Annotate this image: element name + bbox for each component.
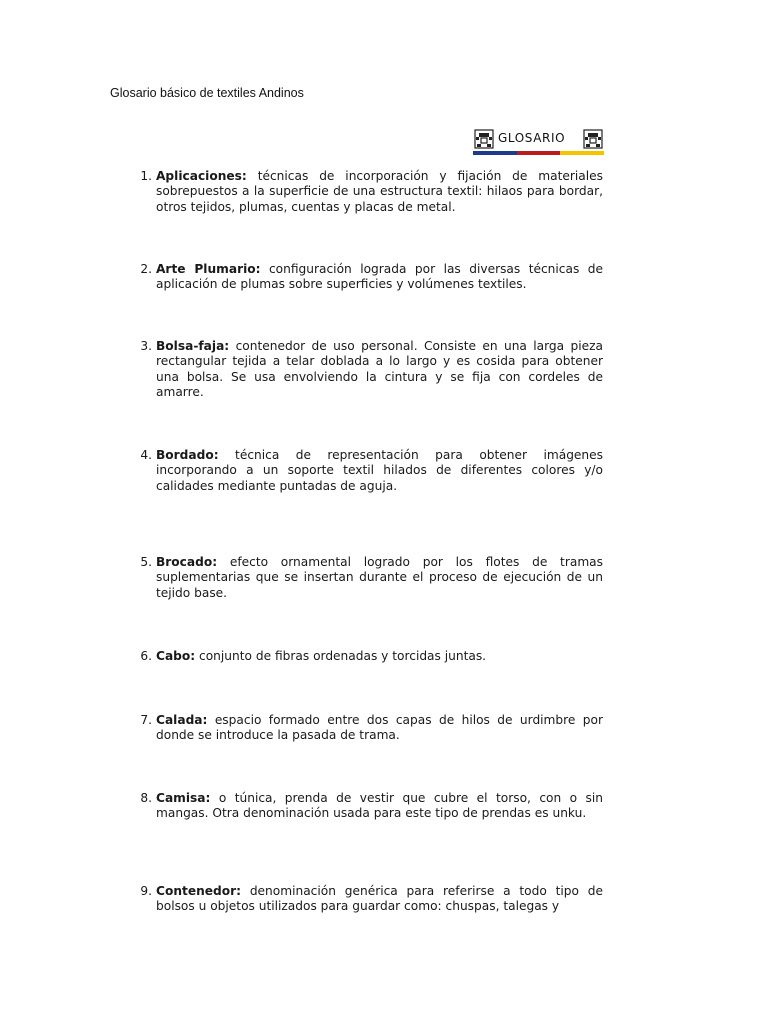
glossary-item (140, 169, 604, 215)
item-definition: conjunto de fibras ordenadas y torcidas juntas. (199, 649, 487, 663)
item-definition: configuración lograda por las diversas técnicas de aplicación de plumas sobre superficies y volúmenes textiles. (156, 262, 603, 292)
glossary-item (140, 713, 604, 744)
item-term: Aplicaciones: (156, 169, 247, 183)
stripe-blue (473, 151, 517, 155)
glossary-item (140, 555, 604, 601)
glossary-item (140, 791, 604, 822)
item-number: 9. (140, 884, 152, 898)
item-term: Brocado: (156, 555, 218, 569)
item-number: 8. (140, 791, 152, 805)
glosario-badge (473, 126, 604, 155)
item-definition: contenedor de uso personal. Consiste en una larga pieza rectangular tejida a telar doblada a lo largo y es cosida para obtener una bolsa. Se usa envolviendo la cintura y se fija con cordeles de amarre. (156, 339, 603, 400)
item-definition: técnica de representación para obtener imágenes incorporando a un soporte textil hilados de diferentes colores y/o calidades mediante puntadas de aguja. (156, 448, 603, 493)
color-stripe (473, 151, 604, 155)
item-definition: espacio formado entre dos capas de hilos de urdimbre por donde se introduce la pasada de trama. (156, 713, 604, 743)
document-title: Glosario básico de textiles Andinos (110, 86, 304, 100)
item-definition: o túnica, prenda de vestir que cubre el torso, con o sin mangas. Otra denominación usada para este tipo de prendas es unku. (156, 791, 604, 821)
badge-label: GLOSARIO (498, 131, 566, 145)
stripe-yellow (560, 151, 604, 155)
item-definition: denominación genérica para referirse a todo tipo de bolsos u objetos utilizados para guardar como: chuspas, talegas y (156, 884, 603, 914)
item-number: 1. (140, 169, 152, 183)
glossary-item (140, 884, 603, 915)
item-term: Contenedor: (156, 884, 242, 898)
glossary-item (140, 448, 603, 494)
item-number: 5. (140, 555, 152, 569)
item-number: 3. (140, 339, 152, 353)
glossary-item (140, 262, 603, 293)
item-number: 6. (140, 649, 152, 663)
item-number: 7. (140, 713, 152, 727)
item-term: Arte Plumario: (156, 262, 261, 276)
item-term: Bordado: (156, 448, 219, 462)
andean-figure-icon (473, 128, 495, 150)
item-term: Camisa: (156, 791, 211, 805)
andean-figure-icon (582, 128, 604, 150)
item-definition: técnicas de incorporación y fijación de materiales sobrepuestos a la superficie de una estructura textil: hilaos para bordar, otros tejidos, plumas, cuentas y placas de metal. (156, 169, 604, 214)
stripe-red (517, 151, 561, 155)
glossary-item (140, 649, 603, 664)
item-number: 4. (140, 448, 152, 462)
glossary-item (140, 339, 603, 401)
item-term: Calada: (156, 713, 208, 727)
item-definition: efecto ornamental logrado por los flotes de tramas suplementarias que se insertan durante el proceso de ejecución de un tejido base. (156, 555, 604, 600)
item-term: Bolsa-faja: (156, 339, 230, 353)
item-number: 2. (140, 262, 152, 276)
item-term: Cabo: (156, 649, 196, 663)
